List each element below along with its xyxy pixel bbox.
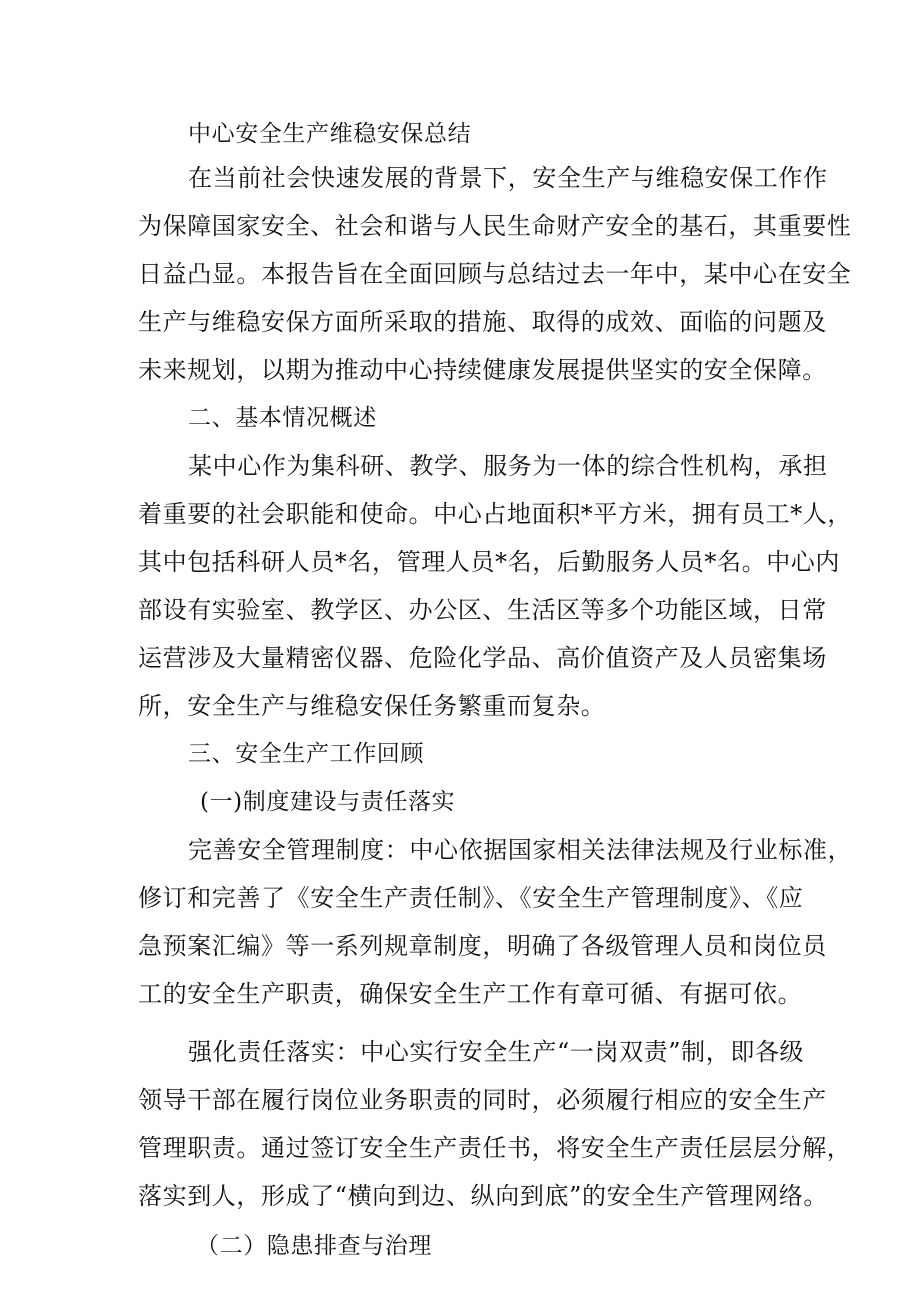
subsection1-heading: (一)制度建设与责任落实: [200, 789, 456, 815]
system-para-line-3: 急预案汇编》等一系列规章制度，明确了各级管理人员和岗位员: [138, 932, 827, 960]
section2-line-4: 部设有实验室、教学区、办公区、生活区等多个功能区域，日常: [138, 596, 827, 624]
intro-line-2: 为保障国家安全、社会和谐与人民生命财产安全的基石，其重要性: [138, 212, 852, 240]
system-para-line-4: 工的安全生产职责，确保安全生产工作有章可循、有据可依。: [138, 980, 803, 1008]
responsibility-para-line-3: 管理职责。通过签订安全生产责任书，将安全生产责任层层分解，: [138, 1134, 852, 1162]
section2-line-6: 所，安全生产与维稳安保任务繁重而复杂。: [138, 692, 606, 720]
section2-line-3: 其中包括科研人员*名，管理人员*名，后勤服务人员*名。中心内: [138, 548, 840, 576]
responsibility-para-line-2: 领导干部在履行岗位业务职责的同时，必须履行相应的安全生产: [138, 1086, 827, 1114]
system-para-line-1: 完善安全管理制度：中心依据国家相关法律法规及行业标准，: [188, 836, 853, 864]
section3-heading: 三、安全生产工作回顾: [188, 741, 424, 767]
section2-line-2: 着重要的社会职能和使命。中心占地面积*平方米，拥有员工*人，: [138, 500, 852, 528]
document-title: 中心安全生产维稳安保总结: [188, 121, 472, 147]
intro-line-4: 生产与维稳安保方面所采取的措施、取得的成效、面临的问题及: [138, 308, 827, 336]
section2-line-5: 运营涉及大量精密仪器、危险化学品、高价值资产及人员密集场: [138, 644, 827, 672]
section2-heading: 二、基本情况概述: [188, 405, 377, 431]
intro-line-3: 日益凸显。本报告旨在全面回顾与总结过去一年中，某中心在安全: [138, 260, 852, 288]
section2-line-1: 某中心作为集科研、教学、服务为一体的综合性机构，承担: [188, 452, 828, 480]
intro-line-5: 未来规划，以期为推动中心持续健康发展提供坚实的安全保障。: [138, 356, 827, 384]
responsibility-para-line-4: 落实到人，形成了“横向到边、纵向到底”的安全生产管理网络。: [138, 1182, 828, 1210]
responsibility-para-line-1: 强化责任落实：中心实行安全生产“一岗双责”制，即各级: [188, 1038, 805, 1066]
system-para-line-2: 修订和完善了《安全生产责任制》、《安全生产管理制度》、《应: [138, 884, 804, 912]
intro-line-1: 在当前社会快速发展的背景下，安全生产与维稳安保工作作: [188, 164, 828, 192]
subsection2-heading: （二）隐患排查与治理: [196, 1233, 432, 1259]
